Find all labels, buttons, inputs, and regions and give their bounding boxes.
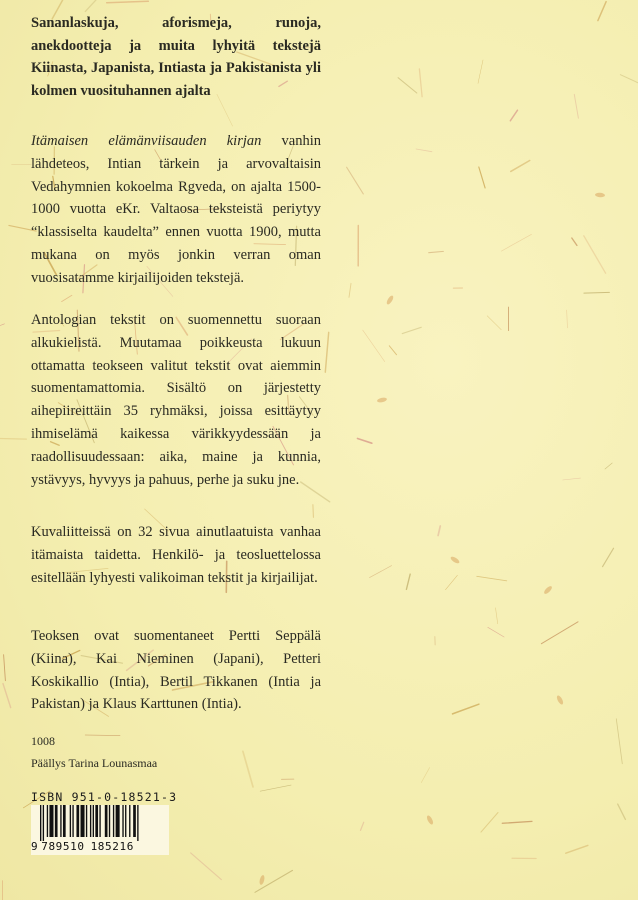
barcode-bars (31, 805, 169, 841)
paragraph-translators: Teoksen ovat suomentaneet Pertti Seppälä (Kiina), Kai Nieminen (Japani), Petteri Koskikallio (Intia), Bertil Tikkanen (Intia ja Pakistan) ja Klaus Karttunen (Intia). (31, 628, 321, 713)
isbn-number: ISBN 951-0-18521-3 (31, 790, 178, 804)
cover-credit: Päällys Tarina Lounasmaa (31, 756, 158, 770)
barcode (31, 805, 169, 855)
barcode-group-2: 185216 (90, 840, 134, 853)
paragraph-sources-text: vanhin lähdeteos, Intian tärkein ja arvovaltaisin Vedahymnien kokoelma Rgveda, on ajalta 1500-1000 vuotta eKr. Valtaosa teksteistä periytyy “klassiselta kaudelta” ennen vuotta 1900, mutta mukana on myös jonkin verran oman vuosisatamme kirjailijoiden tekstejä. (31, 133, 321, 286)
back-cover-heading: Sananlaskuja, aforismeja, runoja, anekdootteja ja muita lyhyitä tekstejä Kiinasta, Japanista, Intiasta ja Pakistanista yli kolmen vuosituhannen ajalta (31, 15, 321, 99)
barcode-digits (31, 840, 169, 853)
classification-code: 1008 (31, 734, 55, 748)
paragraph-translation: Antologian tekstit on suomennettu suoraan alkukielistä. Muutamaa poikkeusta lukuun ottamatta teokseen valitut tekstit ovat aiemmin suomentamattomia. Sisältö on järjestetty aihepiireittäin 35 ryhmäksi, joissa esittäytyy ihmiselämä kaikessa värikkyydessään ja raadollisuudessaan: aika, maine ja kunnia, ystävyys, hyvyys ja pahuus, perhe ja suku jne. (31, 312, 321, 488)
book-title-italic: Itämaisen elämänviisauden kirjan (31, 133, 262, 149)
paragraph-sources (31, 130, 321, 290)
paragraph-illustrations: Kuvaliitteissä on 32 sivua ainutlaatuista vanhaa itämaista taidetta. Henkilö- ja teosluettelossa esitellään lyhyesti valikoiman tekstit ja kirjailijat. (31, 524, 321, 586)
barcode-group-1: 789510 (41, 840, 85, 853)
barcode-lead-digit: 9 (31, 840, 39, 853)
